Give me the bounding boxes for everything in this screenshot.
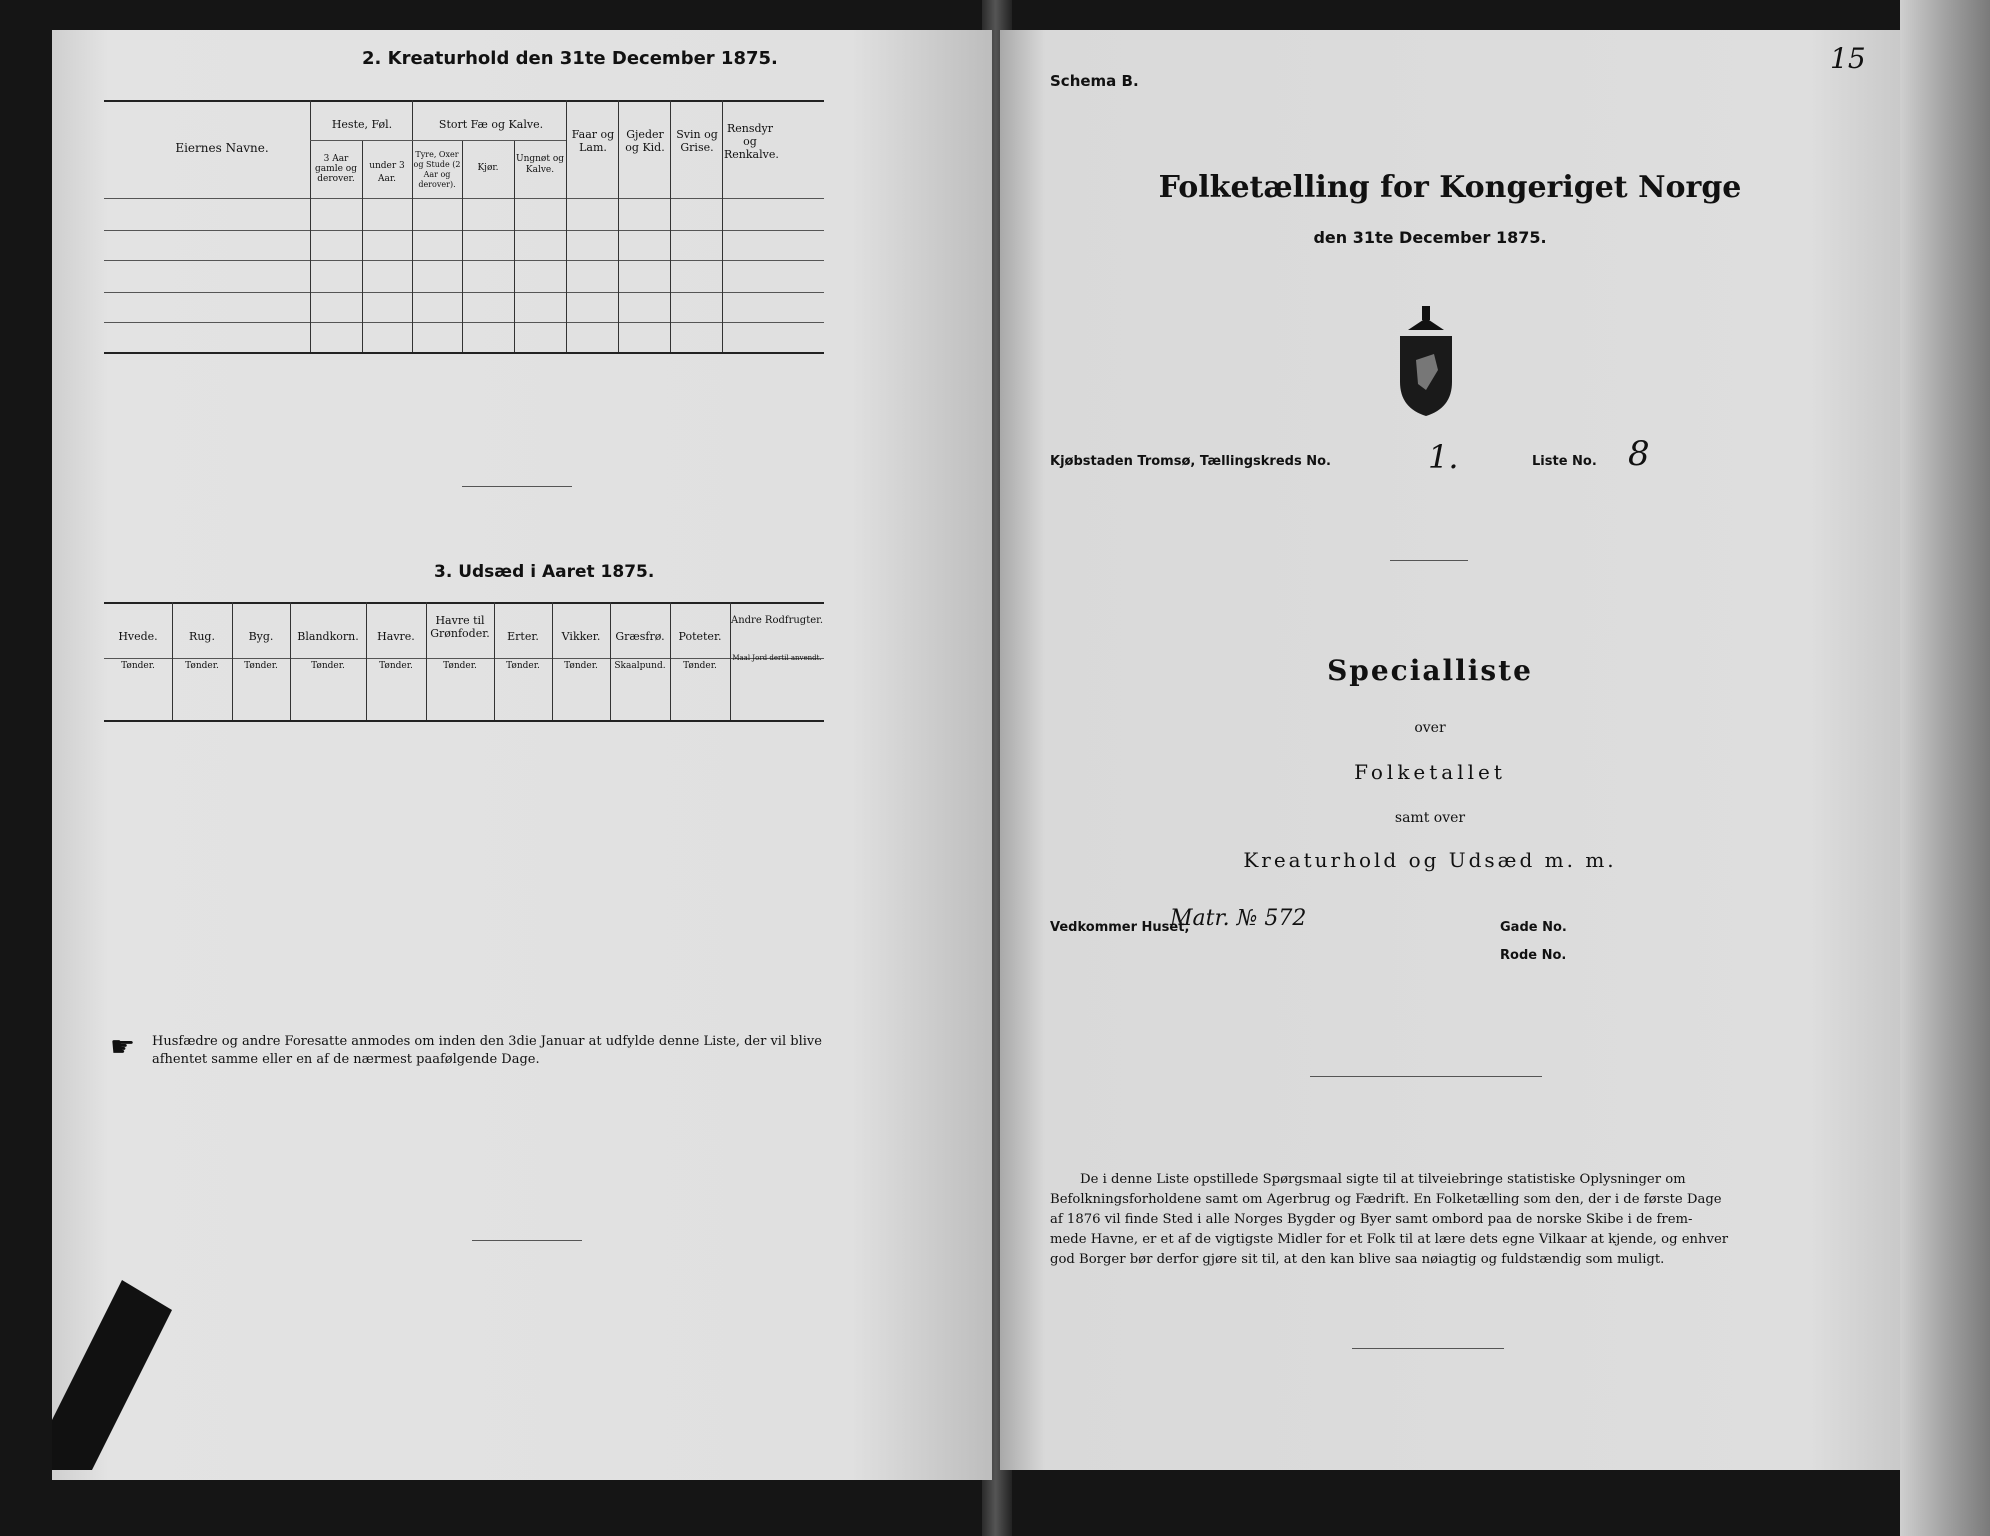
vedkommer-label: Vedkommer Huset, [1050,920,1190,935]
paragraph-line: god Borger bør derfor gjøre sit til, at den kan blive saa nøiagtig og fuldstændig som muligt. [1050,1252,1665,1267]
header-horses-a: 3 Aar gamle og derover. [315,154,357,184]
header-cattle-c: Ungnøt og Kalve. [515,154,564,175]
seed-column-name: Erter. [507,630,539,643]
separator-line [1352,1348,1504,1349]
kreaturhold-text: Kreaturhold og Udsæd m. m. [1243,848,1617,872]
schema-label: Schema B. [1050,72,1139,90]
seed-column-unit: Tønder. [311,661,345,671]
header-reindeer: Rensdyr og Renkalve. [724,122,779,161]
right-page [1000,30,1900,1470]
page-clip-shadow [52,1270,252,1480]
header-horses-b: under 3 Aar. [369,161,405,184]
rode-label: Rode No. [1500,948,1567,963]
seed-column-unit: Tønder. [379,661,413,671]
samt-over-text: samt over [1394,810,1466,826]
header-horses: Heste, Føl. [331,118,393,131]
header-sheep: Faar og Lam. [571,128,615,154]
main-title: Folketælling for Kongeriget Norge [1158,170,1742,205]
table-rule [104,352,824,354]
seed-column-name: Andre Rodfrugter. [730,615,823,626]
seed-column-unit: Tønder. [506,661,540,671]
seed-column-unit: Maal Jord dertil anvendt. [732,654,822,662]
date-line: den 31te December 1875. [1313,228,1547,247]
header-owner: Eiernes Navne. [175,141,269,155]
vedkommer-value: Matr. № 572 [1170,906,1307,931]
liste-label: Liste No. [1532,454,1597,469]
kjobstad-label: Kjøbstaden Tromsø, Tællingskreds No. [1050,454,1331,469]
seed-column-unit: Skaalpund. [614,661,666,671]
seed-column-unit: Tønder. [121,661,155,671]
seed-column-name: Havre. [377,630,415,643]
seed-column-unit: Tønder. [443,661,477,671]
seed-column-name: Hvede. [118,630,158,643]
notice-line-1: Husfædre og andre Foresatte anmodes om inden den 3die Januar at udfylde denne Liste, der vil blive [152,1034,822,1049]
header-cattle-a: Tyre, Oxer og Stude (2 Aar og derover). [413,150,461,189]
gade-label: Gade No. [1500,920,1567,935]
seed-column-name: Blandkorn. [297,630,359,643]
paragraph-line: Befolkningsforholdene samt om Agerbrug og Fædrift. En Folketælling som den, der i de første Dage [1050,1192,1722,1207]
table-rule [104,198,824,199]
paragraph-line: af 1876 vil finde Sted i alle Norges Bygder og Byer samt ombord paa de norske Skibe i de frem- [1050,1212,1693,1227]
seed-column-name: Græsfrø. [615,630,665,643]
left-page [52,30,992,1480]
seed-column-unit: Tønder. [185,661,219,671]
over-text: over [1414,720,1446,736]
page-number: 15 [1830,42,1866,75]
liste-number: 8 [1628,434,1650,474]
table-rule [104,322,824,323]
header-goats: Gjeder og Kid. [625,128,665,154]
explanation-paragraph [1050,1170,1890,1270]
separator-line [472,1240,582,1241]
coat-of-arms-icon [1386,300,1466,420]
seed-column-name: Rug. [189,630,215,643]
page-edges [1900,0,1990,1536]
table-rule [104,230,824,231]
table-rule [104,602,824,604]
notice-line-2: afhentet samme eller en af de nærmest paafølgende Dage. [152,1052,540,1067]
seed-column-unit: Tønder. [564,661,598,671]
specialliste-title: Specialliste [1327,654,1533,687]
table-rule [104,100,824,102]
separator-line [462,486,572,487]
section3-title: 3. Udsæd i Aaret 1875. [434,562,655,582]
seed-column-name: Vikker. [561,630,601,643]
header-cattle: Stort Fæ og Kalve. [438,118,544,131]
seed-column-unit: Tønder. [683,661,717,671]
seed-column-name: Havre til Grønfoder. [430,614,490,640]
paragraph-line: mede Havne, er et af de vigtigste Midler for et Folk til at lære dets egne Vilkaar at kjende, og enhver [1050,1232,1729,1247]
seed-column-name: Byg. [248,630,274,643]
kreds-number: 1. [1428,438,1459,476]
paragraph-line: De i denne Liste opstillede Spørgsmaal sigte til at tilveiebringe statistiske Oplysninger om [1080,1172,1686,1187]
section2-title: 2. Kreaturhold den 31te December 1875. [362,48,778,69]
table-rule [104,720,824,722]
header-pigs: Svin og Grise. [676,128,718,154]
seed-column-unit: Tønder. [244,661,278,671]
table-rule [104,260,824,261]
header-cattle-b: Kjør. [477,163,499,173]
table-rule [104,292,824,293]
pointing-hand-icon: ☛ [110,1030,136,1063]
separator-line [1310,1076,1542,1077]
folketallet-text: Folketallet [1354,760,1506,784]
separator-line [1390,560,1468,561]
seed-column-name: Poteter. [678,630,722,643]
